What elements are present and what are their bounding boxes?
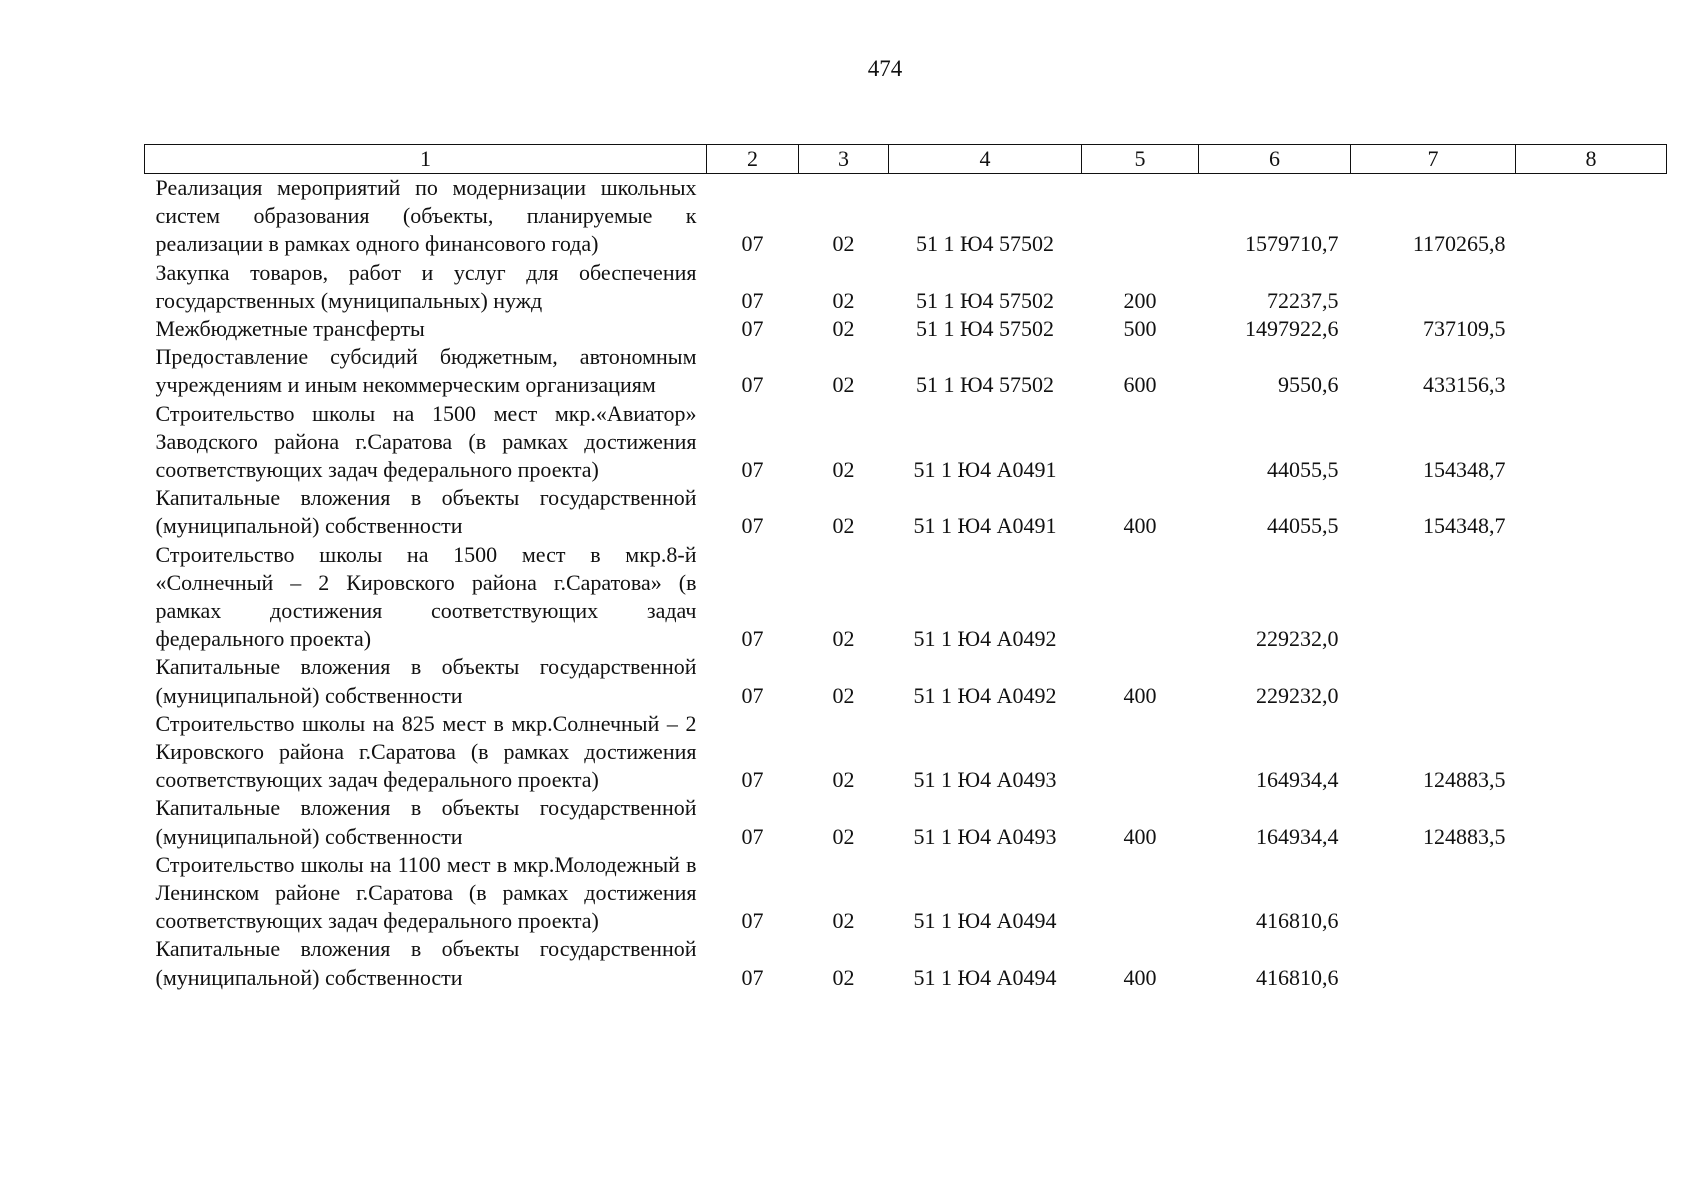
row-expense-type: 400 bbox=[1123, 964, 1157, 990]
row-section: 07 bbox=[741, 767, 764, 793]
table-row bbox=[145, 653, 1667, 709]
row-target-code: 51 1 Ю4 А0493 bbox=[913, 823, 1057, 849]
column-header-5: 5 bbox=[1082, 145, 1199, 174]
row-name: Закупка товаров, работ и услуг для обеспечения государственных (муниципальных) нужд bbox=[155, 259, 697, 313]
row-expense-type bbox=[1082, 400, 1199, 485]
row-amount-col6: 229232,0 bbox=[1256, 682, 1339, 708]
row-amount-col6: 164934,4 bbox=[1256, 767, 1339, 793]
row-target-code: 51 1 Ю4 А0492 bbox=[913, 682, 1057, 708]
row-subsection: 02 bbox=[832, 287, 855, 313]
table-header bbox=[145, 145, 1667, 174]
row-section: 07 bbox=[741, 626, 764, 652]
table-row bbox=[145, 315, 1667, 343]
row-name: Капитальные вложения в объекты государственной (муниципальной) собственности bbox=[155, 795, 697, 849]
row-expense-type bbox=[1082, 851, 1199, 936]
row-amount-col6: 44055,5 bbox=[1267, 513, 1339, 539]
table-row bbox=[145, 174, 1667, 259]
row-subsection: 02 bbox=[832, 823, 855, 849]
row-amount-col8 bbox=[1516, 259, 1667, 315]
row-amount-col8 bbox=[1516, 851, 1667, 936]
row-section: 07 bbox=[741, 287, 764, 313]
row-target-code: 51 1 Ю4 57502 bbox=[915, 372, 1055, 398]
row-amount-col6: 44055,5 bbox=[1267, 457, 1339, 483]
row-expense-type bbox=[1082, 174, 1199, 259]
table-body bbox=[145, 174, 1667, 992]
row-amount-col6: 229232,0 bbox=[1256, 626, 1339, 652]
row-name: Капитальные вложения в объекты государственной (муниципальной) собственности bbox=[155, 654, 697, 708]
row-name: Межбюджетные трансферты bbox=[155, 316, 425, 342]
row-amount-col8 bbox=[1516, 315, 1667, 343]
row-target-code: 51 1 Ю4 А0494 bbox=[913, 908, 1057, 934]
row-amount-col7: 154348,7 bbox=[1423, 513, 1506, 539]
table-row bbox=[145, 400, 1667, 485]
column-header-7: 7 bbox=[1351, 145, 1516, 174]
table-row bbox=[145, 710, 1667, 795]
row-section: 07 bbox=[741, 457, 764, 483]
row-subsection: 02 bbox=[832, 231, 855, 257]
row-subsection: 02 bbox=[832, 372, 855, 398]
row-target-code: 51 1 Ю4 57502 bbox=[915, 287, 1055, 313]
row-name: Капитальные вложения в объекты государственной (муниципальной) собственности bbox=[155, 485, 697, 539]
row-target-code: 51 1 Ю4 А0494 bbox=[913, 964, 1057, 990]
row-subsection: 02 bbox=[832, 457, 855, 483]
row-subsection: 02 bbox=[832, 513, 855, 539]
row-amount-col8 bbox=[1516, 653, 1667, 709]
row-name: Капитальные вложения в объекты государственной (муниципальной) собственности bbox=[155, 936, 697, 990]
row-amount-col7 bbox=[1351, 935, 1516, 991]
row-amount-col7 bbox=[1351, 851, 1516, 936]
row-name: Реализация мероприятий по модернизации школьных систем образования (объекты, планируемые к реализации в рамках одного финансового года) bbox=[155, 175, 697, 257]
row-subsection: 02 bbox=[832, 626, 855, 652]
row-amount-col6: 164934,4 bbox=[1256, 823, 1339, 849]
row-amount-col6: 9550,6 bbox=[1278, 372, 1339, 398]
row-amount-col8 bbox=[1516, 541, 1667, 654]
row-name: Строительство школы на 1500 мест мкр.«Авиатор» Заводского района г.Саратова (в рамках достижения соответствующих задач федерального проекта) bbox=[155, 400, 697, 483]
row-amount-col8 bbox=[1516, 794, 1667, 850]
row-name: Строительство школы на 1500 мест в мкр.8-й «Солнечный – 2 Кировского района г.Саратова» (в рамках достижения соответствующих задач федерального проекта) bbox=[155, 541, 697, 652]
row-expense-type: 400 bbox=[1123, 513, 1157, 539]
row-subsection: 02 bbox=[832, 316, 855, 342]
column-header-2: 2 bbox=[707, 145, 799, 174]
header-row bbox=[145, 145, 1667, 174]
column-header-1: 1 bbox=[145, 145, 707, 174]
row-subsection: 02 bbox=[832, 964, 855, 990]
row-amount-col8 bbox=[1516, 935, 1667, 991]
table-row bbox=[145, 794, 1667, 850]
row-section: 07 bbox=[741, 372, 764, 398]
row-section: 07 bbox=[741, 513, 764, 539]
row-section: 07 bbox=[741, 682, 764, 708]
column-header-3: 3 bbox=[799, 145, 889, 174]
row-amount-col6: 416810,6 bbox=[1256, 964, 1339, 990]
budget-table bbox=[144, 144, 1667, 992]
row-amount-col7: 1170265,8 bbox=[1412, 231, 1506, 257]
row-amount-col7: 124883,5 bbox=[1423, 767, 1506, 793]
row-target-code: 51 1 Ю4 А0492 bbox=[913, 626, 1057, 652]
row-target-code: 51 1 Ю4 А0493 bbox=[913, 767, 1057, 793]
column-header-6: 6 bbox=[1199, 145, 1351, 174]
row-amount-col7: 433156,3 bbox=[1423, 372, 1506, 398]
row-amount-col8 bbox=[1516, 400, 1667, 485]
page-number: 474 bbox=[867, 56, 903, 81]
column-header-8: 8 bbox=[1516, 145, 1667, 174]
row-amount-col7: 154348,7 bbox=[1423, 457, 1506, 483]
table-row bbox=[145, 484, 1667, 540]
row-name: Предоставление субсидий бюджетным, автономным учреждениям и иным некоммерческим организациям bbox=[155, 344, 697, 398]
row-amount-col8 bbox=[1516, 174, 1667, 259]
row-name: Строительство школы на 1100 мест в мкр.Молодежный в Ленинском районе г.Саратова (в рамках достижения соответствующих задач федерального проекта) bbox=[155, 851, 697, 934]
row-amount-col6: 72237,5 bbox=[1267, 287, 1339, 313]
table-row bbox=[145, 541, 1667, 654]
table-row bbox=[145, 935, 1667, 991]
row-expense-type: 500 bbox=[1123, 316, 1157, 342]
row-expense-type bbox=[1082, 710, 1199, 795]
row-amount-col7: 737109,5 bbox=[1423, 316, 1506, 342]
table-row bbox=[145, 851, 1667, 936]
row-expense-type: 400 bbox=[1123, 823, 1157, 849]
row-amount-col8 bbox=[1516, 484, 1667, 540]
row-expense-type: 600 bbox=[1123, 372, 1157, 398]
row-target-code: 51 1 Ю4 А0491 bbox=[913, 513, 1057, 539]
row-target-code: 51 1 Ю4 А0491 bbox=[913, 457, 1057, 483]
row-subsection: 02 bbox=[832, 767, 855, 793]
row-section: 07 bbox=[741, 908, 764, 934]
row-expense-type bbox=[1082, 541, 1199, 654]
row-target-code: 51 1 Ю4 57502 bbox=[915, 231, 1055, 257]
row-amount-col7 bbox=[1351, 259, 1516, 315]
row-section: 07 bbox=[741, 823, 764, 849]
row-amount-col6: 1579710,7 bbox=[1245, 231, 1339, 257]
row-amount-col8 bbox=[1516, 710, 1667, 795]
row-section: 07 bbox=[741, 231, 764, 257]
row-amount-col7 bbox=[1351, 653, 1516, 709]
row-target-code: 51 1 Ю4 57502 bbox=[915, 316, 1055, 342]
row-subsection: 02 bbox=[832, 682, 855, 708]
row-amount-col8 bbox=[1516, 343, 1667, 399]
row-amount-col6: 416810,6 bbox=[1256, 908, 1339, 934]
column-header-4: 4 bbox=[889, 145, 1082, 174]
row-amount-col7 bbox=[1351, 541, 1516, 654]
table-row bbox=[145, 259, 1667, 315]
table-row bbox=[145, 343, 1667, 399]
row-name: Строительство школы на 825 мест в мкр.Солнечный – 2 Кировского района г.Саратова (в рамках достижения соответствующих задач федерального проекта) bbox=[155, 710, 697, 793]
row-section: 07 bbox=[741, 964, 764, 990]
row-expense-type: 200 bbox=[1123, 287, 1157, 313]
row-amount-col6: 1497922,6 bbox=[1245, 316, 1339, 342]
row-amount-col7: 124883,5 bbox=[1423, 823, 1506, 849]
row-section: 07 bbox=[741, 316, 764, 342]
row-subsection: 02 bbox=[832, 908, 855, 934]
row-expense-type: 400 bbox=[1123, 682, 1157, 708]
